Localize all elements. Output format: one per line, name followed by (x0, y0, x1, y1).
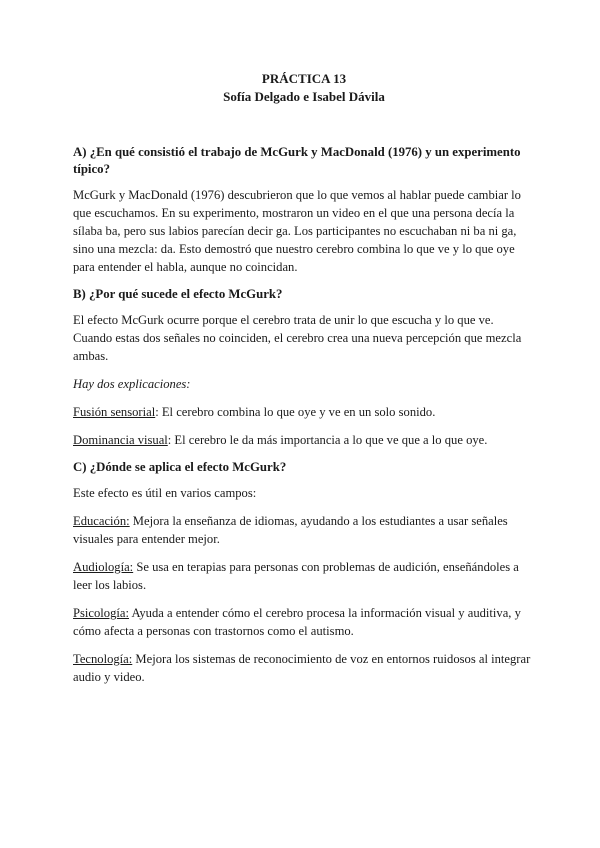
document-title: PRÁCTICA 13 (261, 71, 347, 86)
section-b-item (73, 431, 535, 449)
item-term: Audiología: (73, 560, 134, 574)
section-c-item (73, 604, 535, 640)
section-c-item (73, 650, 535, 686)
section-c-intro: Este efecto es útil en varios campos: (73, 486, 257, 500)
title-block (73, 70, 535, 106)
item-term: Dominancia visual (73, 433, 168, 447)
item-term: Educación: (73, 514, 130, 528)
section-b-intro: El efecto McGurk ocurre porque el cerebro trata de unir lo que escucha y lo que ve. Cuando estas dos señales no coinciden, el cerebro crea una nueva percepción que mezcla ambas. (73, 313, 522, 363)
section-c-item (73, 558, 535, 594)
section-c (73, 459, 535, 686)
section-b-item (73, 403, 535, 421)
section-a (73, 144, 535, 276)
item-term: Psicología: (73, 606, 129, 620)
section-a-paragraph: McGurk y MacDonald (1976) descubrieron que lo que vemos al hablar puede cambiar lo que escuchamos. En su experimento, mostraron un video en el que una persona decía la sílaba ba, pero sus labios parecían decir ga. Los participantes no escuchaban ni ba ni ga, sino una mezcla: da. Esto demostró que nuestro cerebro combina lo que ve y lo que oye para entender el habla, aunque no coincidan. (73, 188, 521, 274)
section-a-heading: A) ¿En qué consistió el trabajo de McGurk y MacDonald (1976) y un experimento típico? (73, 145, 521, 176)
item-text: : El cerebro combina lo que oye y ve en un solo sonido. (155, 405, 436, 419)
item-text: : El cerebro le da más importancia a lo que ve que a lo que oye. (167, 433, 488, 447)
item-text: Se usa en terapias para personas con problemas de audición, enseñándoles a leer los labios. (73, 560, 519, 592)
item-text: Ayuda a entender cómo el cerebro procesa la información visual y auditiva, y cómo afecta a personas con trastornos como el autismo. (73, 606, 521, 638)
section-c-heading: C) ¿Dónde se aplica el efecto McGurk? (73, 460, 287, 474)
section-b (73, 286, 535, 449)
section-b-italic-note: Hay dos explicaciones: (73, 377, 191, 391)
section-b-heading: B) ¿Por qué sucede el efecto McGurk? (73, 287, 283, 301)
document-authors: Sofía Delgado e Isabel Dávila (223, 89, 385, 104)
item-text: Mejora la enseñanza de idiomas, ayudando a los estudiantes a usar señales visuales para entender mejor. (73, 514, 508, 546)
item-term: Fusión sensorial (73, 405, 156, 419)
section-c-item (73, 512, 535, 548)
item-term: Tecnología: (73, 652, 133, 666)
document-page (73, 70, 535, 696)
item-text: Mejora los sistemas de reconocimiento de voz en entornos ruidosos al integrar audio y video. (73, 652, 531, 684)
